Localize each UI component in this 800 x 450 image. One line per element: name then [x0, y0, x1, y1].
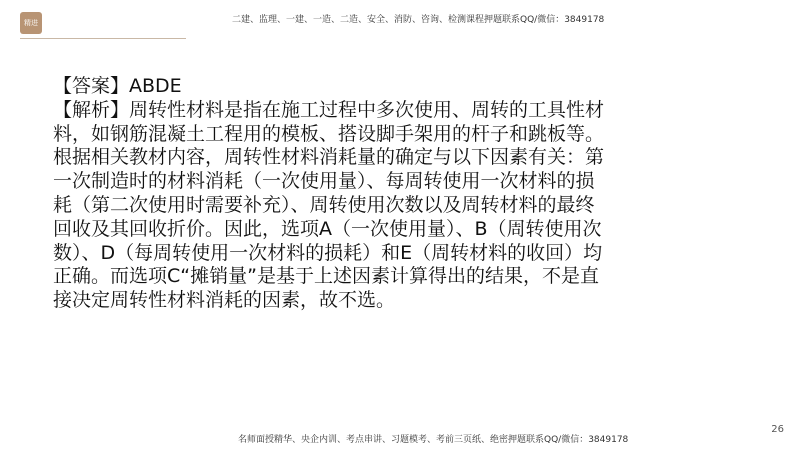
header-divider	[20, 38, 186, 39]
answer-line: 【答案】ABDE	[53, 75, 182, 97]
footer-contact-text: 名师面授精华、央企内训、考点串讲、习题模考、考前三页纸、绝密押题联系QQ/微信：3849178	[238, 435, 629, 445]
slide-content	[53, 75, 613, 313]
header-contact-text: 二建、监理、一建、一造、二造、安全、消防、咨询、检测课程押题联系QQ/微信：3849178	[232, 15, 605, 25]
brand-logo: 精进	[20, 12, 42, 34]
page-number: 26	[771, 424, 784, 435]
analysis-paragraph: 【解析】周转性材料是指在施工过程中多次使用、周转的工具性材料，如钢筋混凝土工程用的模板、搭设脚手架用的杆子和跳板等。根据相关教材内容，周转性材料消耗量的确定与以下因素有关：第一次制造时的材料消耗（一次使用量）、每周转使用一次材料的损耗（第二次使用时需要补充）、周转使用次数以及周转材料的最终回收及其回收折价。因此，选项A（一次使用量）、B（周转使用次数）、D（每周转使用一次材料的损耗）和E（周转材料的收回）均正确。而选项C“摊销量”是基于上述因素计算得出的结果，不是直接决定周转性材料消耗的因素，故不选。	[53, 98, 605, 312]
